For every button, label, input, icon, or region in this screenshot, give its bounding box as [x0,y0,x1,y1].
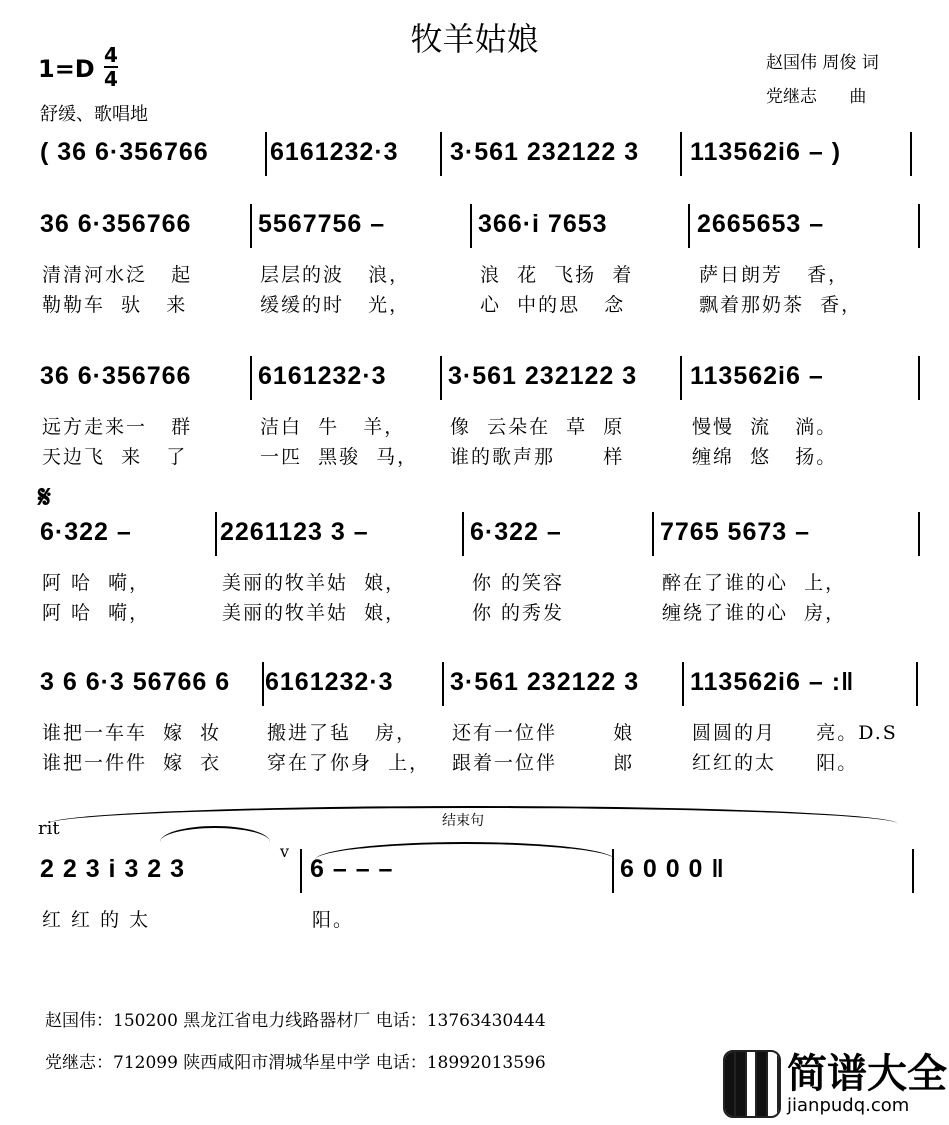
measure-notes: 6161232·3 [258,362,387,390]
ending-label: 结束句 [442,813,484,829]
lyric-segment: 远方走来一 群 [42,416,193,438]
measure-notes: 36 6·356766 [40,210,192,238]
measure-notes: 113562i6 – ) [690,138,842,166]
measure-notes: 36 6·356766 [40,362,192,390]
song-title: 牧羊姑娘 [410,20,539,58]
lyric-segment: 缠绵 悠 扬。 [692,446,838,468]
measure-notes: 6·322 – [40,518,132,546]
lyric-segment: 谁把一件件 嫁 衣 [42,752,222,774]
slur [160,826,270,842]
bar-line [462,512,464,556]
bar-line [612,849,614,893]
lyric-segment: 心 中的思 念 [480,294,626,316]
lyric-segment: 你 的笑容 [472,572,565,594]
lyric-segment: 圆圆的月 亮。D.S [692,722,898,744]
lyric-segment: 天边飞 来 了 [42,446,188,468]
piano-icon [723,1050,781,1118]
measure-notes: 113562i6 – :‖ [690,668,855,696]
key-signature: 1=D [38,55,95,83]
measure-notes: 2261123 3 – [220,518,369,546]
measure-notes: 6·322 – [470,518,562,546]
bar-line [910,132,912,176]
measure-notes: 2665653 – [697,210,825,238]
lyric-segment: 缓缓的时 光， [260,294,411,316]
tie [315,842,615,860]
bar-line [440,132,442,176]
measure-notes: 366·i 7653 [478,210,608,238]
bar-line [918,512,920,556]
contact-line: 党继志：712099 陕西咸阳市渭城华星中学 电话：18992013596 [45,1053,546,1073]
site-logo [723,1050,947,1118]
lyric-segment: 还有一位伴 娘 [452,722,635,744]
bar-line [912,849,914,893]
lyric-segment: 勒勒车 驮 来 [42,294,188,316]
lyric-segment: 一匹 黑骏 马， [260,446,419,468]
lyric-segment: 缠绕了谁的心 房， [662,602,847,624]
lyric-segment: 浪 花 飞扬 着 [480,264,634,286]
time-top: 4 [104,43,118,67]
time-bottom: 4 [104,67,118,91]
bar-line [918,204,920,248]
lyric-segment: 谁把一车车 嫁 妆 [42,722,222,744]
lyric-segment: 搬进了毡 房， [267,722,418,744]
measure-notes: 2 2 3 i 3 2 3 [40,855,186,883]
lyric-segment: 洁白 牛 羊， [260,416,406,438]
bar-line [300,849,302,893]
measure-notes: 6 0 0 0 ‖ [620,855,725,883]
composer-credit: 党继志 曲 [766,87,867,107]
lyric-segment: 醉在了谁的心 上， [662,572,847,594]
lyric-segment: 萨日朗芳 香， [699,264,850,286]
logo-url: jianpudq.com [787,1094,910,1116]
rit-marking: rit [38,818,60,839]
bar-line [262,662,264,706]
lyric-segment: 穿在了你身 上， [267,752,431,774]
bar-line [215,512,217,556]
lyric-segment: 清清河水泛 起 [42,264,193,286]
segno-sign: 𝄋 [38,480,51,515]
measure-notes: 3·561 232122 3 [448,362,638,390]
time-signature [104,44,118,90]
lyric-segment: 像 云朵在 草 原 [450,416,625,438]
bar-line [250,204,252,248]
bar-line [652,512,654,556]
logo-text [787,1050,947,1116]
lyric-segment: 红红的太 阳。 [692,752,859,774]
lyric-segment: 跟着一位伴 郎 [452,752,635,774]
lyric-segment: 阿 哈 嗬， [42,572,151,594]
measure-notes: 5567756 – [258,210,386,238]
measure-notes: 7765 5673 – [660,518,811,546]
lyric-segment: 飘着那奶茶 香， [699,294,863,316]
measure-notes: 3·561 232122 3 [450,668,640,696]
bar-line [265,132,267,176]
bar-line [470,204,472,248]
bar-line [918,356,920,400]
measure-notes: 6161232·3 [270,138,399,166]
lyric-segment: 美丽的牧羊姑 娘， [222,602,407,624]
lyric-segment: 慢慢 流 淌。 [692,416,838,438]
tempo-marking: 舒缓、歌唱地 [40,104,148,125]
lyricist-credit: 赵国伟 周俊 词 [766,53,879,73]
breath-mark: v [280,842,290,861]
logo-name: 简谱大全 [787,1050,947,1097]
measure-notes: 113562i6 – [690,362,824,390]
bar-line [680,132,682,176]
lyric-segment: 层层的波 浪， [260,264,411,286]
lyric-segment: 谁的歌声那 样 [450,446,625,468]
measure-notes: 6 – – – [310,855,394,883]
lyric-segment: 你 的秀发 [472,602,565,624]
bar-line [916,662,918,706]
bar-line [440,356,442,400]
bar-line [250,356,252,400]
measure-notes: ( 36 6·356766 [40,138,209,166]
bar-line [442,662,444,706]
lyric-segment: 美丽的牧羊姑 娘， [222,572,407,594]
measure-notes: 3·561 232122 3 [450,138,640,166]
lyric-segment: 阿 哈 嗬， [42,602,151,624]
bar-line [680,356,682,400]
lyric-segment: 红 红 的 太 [42,909,151,931]
bar-line [688,204,690,248]
measure-notes: 6161232·3 [265,668,394,696]
contact-line: 赵国伟：150200 黑龙江省电力线路器材厂 电话：13763430444 [45,1011,546,1031]
bar-line [682,662,684,706]
measure-notes: 3 6 6·3 56766 6 [40,668,231,696]
lyric-segment: 阳。 [312,909,355,931]
